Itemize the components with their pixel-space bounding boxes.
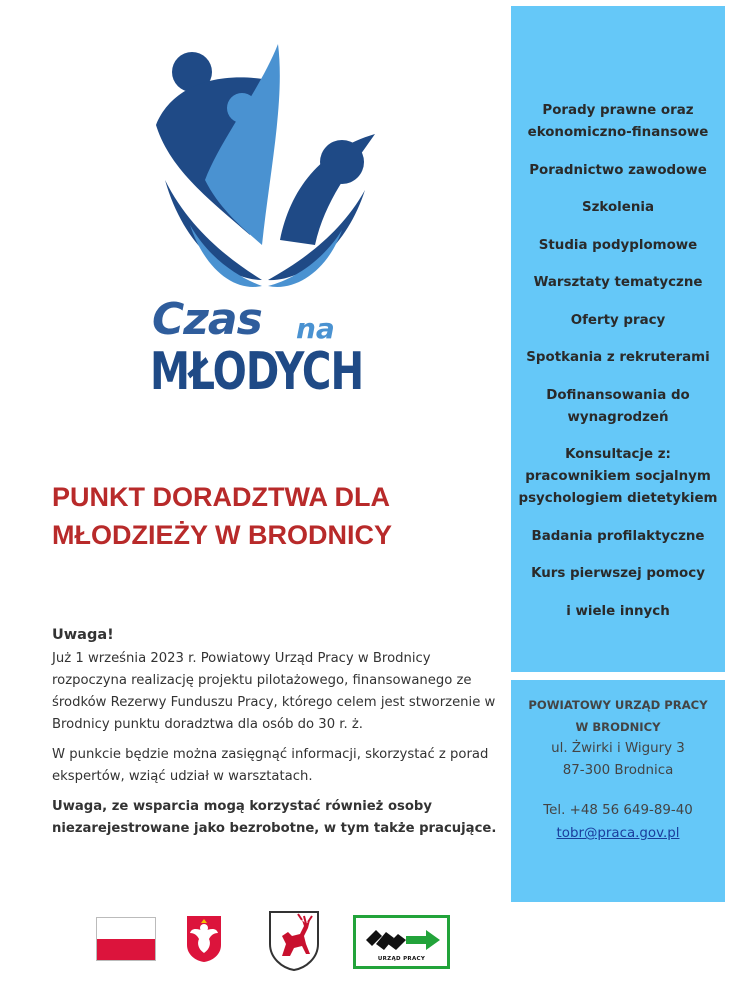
polish-eagle-emblem-icon xyxy=(186,915,222,963)
org-name-line2: W BRODNICY xyxy=(575,720,661,734)
urzad-pracy-logo-icon xyxy=(353,915,450,969)
service-item: Dofinansowania do wynagrodzeń xyxy=(546,387,690,425)
brodnica-coat-of-arms-icon xyxy=(268,910,320,972)
page-title: PUNKT DORADZTWA DLA MŁODZIEŻY W BRODNICY xyxy=(52,482,392,550)
logo-mlodych-text: MŁODYCH xyxy=(150,342,364,402)
service-item: Oferty pracy xyxy=(570,312,666,328)
service-item: Porady prawne oraz ekonomiczno-finansowe xyxy=(527,103,709,140)
urzad-pracy-label: URZĄD PRACY xyxy=(377,956,426,962)
service-item: Konsultacje z: pracownikiem socjalnym psychologiem dietetykiem xyxy=(518,447,718,506)
paragraph-services: W punkcie będzie można zasięgnąć informacji, skorzystać z porad ekspertów, wziąć udział w warsztatach. xyxy=(52,747,489,784)
service-item: i wiele innych xyxy=(566,603,670,619)
logo-czas-text: Czas xyxy=(152,294,262,345)
services-panel xyxy=(511,6,725,672)
service-item: Poradnictwo zawodowe xyxy=(529,162,707,178)
service-item: Kurs pierwszej pomocy xyxy=(531,566,705,581)
phone-number: Tel. +48 56 649-89-40 xyxy=(543,803,693,818)
paragraph-intro: Już 1 września 2023 r. Powiatowy Urząd Pracy w Brodnicy rozpoczyna realizację projektu pilotażowego, finansowanego ze środków Rezerwy Funduszu Pracy, którego celem jest stworzenie w Brodnicy punktu doradztwa dla osób do 30 r. ż. xyxy=(52,651,496,732)
warning-heading: Uwaga! xyxy=(52,627,114,643)
email-link[interactable]: tobr@praca.gov.pl xyxy=(556,826,680,841)
paragraph-eligibility: Uwaga, ze wsparcia mogą korzystać również osoby niezarejestrowane jako bezrobotne, w tym także pracujące. xyxy=(52,799,497,836)
service-item: Spotkania z rekruterami xyxy=(526,350,710,365)
address-street: ul. Żwirki i Wigury 3 xyxy=(551,741,685,756)
polish-flag-icon xyxy=(96,917,156,961)
org-name-line1: POWIATOWY URZĄD PRACY xyxy=(528,698,708,712)
announcement-body xyxy=(52,624,502,840)
service-item: Studia podyplomowe xyxy=(538,237,698,253)
services-list xyxy=(511,6,725,623)
service-item: Szkolenia xyxy=(581,200,654,215)
service-item: Badania profilaktyczne xyxy=(531,528,705,544)
service-item: Warsztaty tematyczne xyxy=(533,275,703,290)
contact-panel xyxy=(511,680,725,902)
logo-na-text: na xyxy=(296,312,335,345)
address-city: 87-300 Brodnica xyxy=(562,763,674,778)
